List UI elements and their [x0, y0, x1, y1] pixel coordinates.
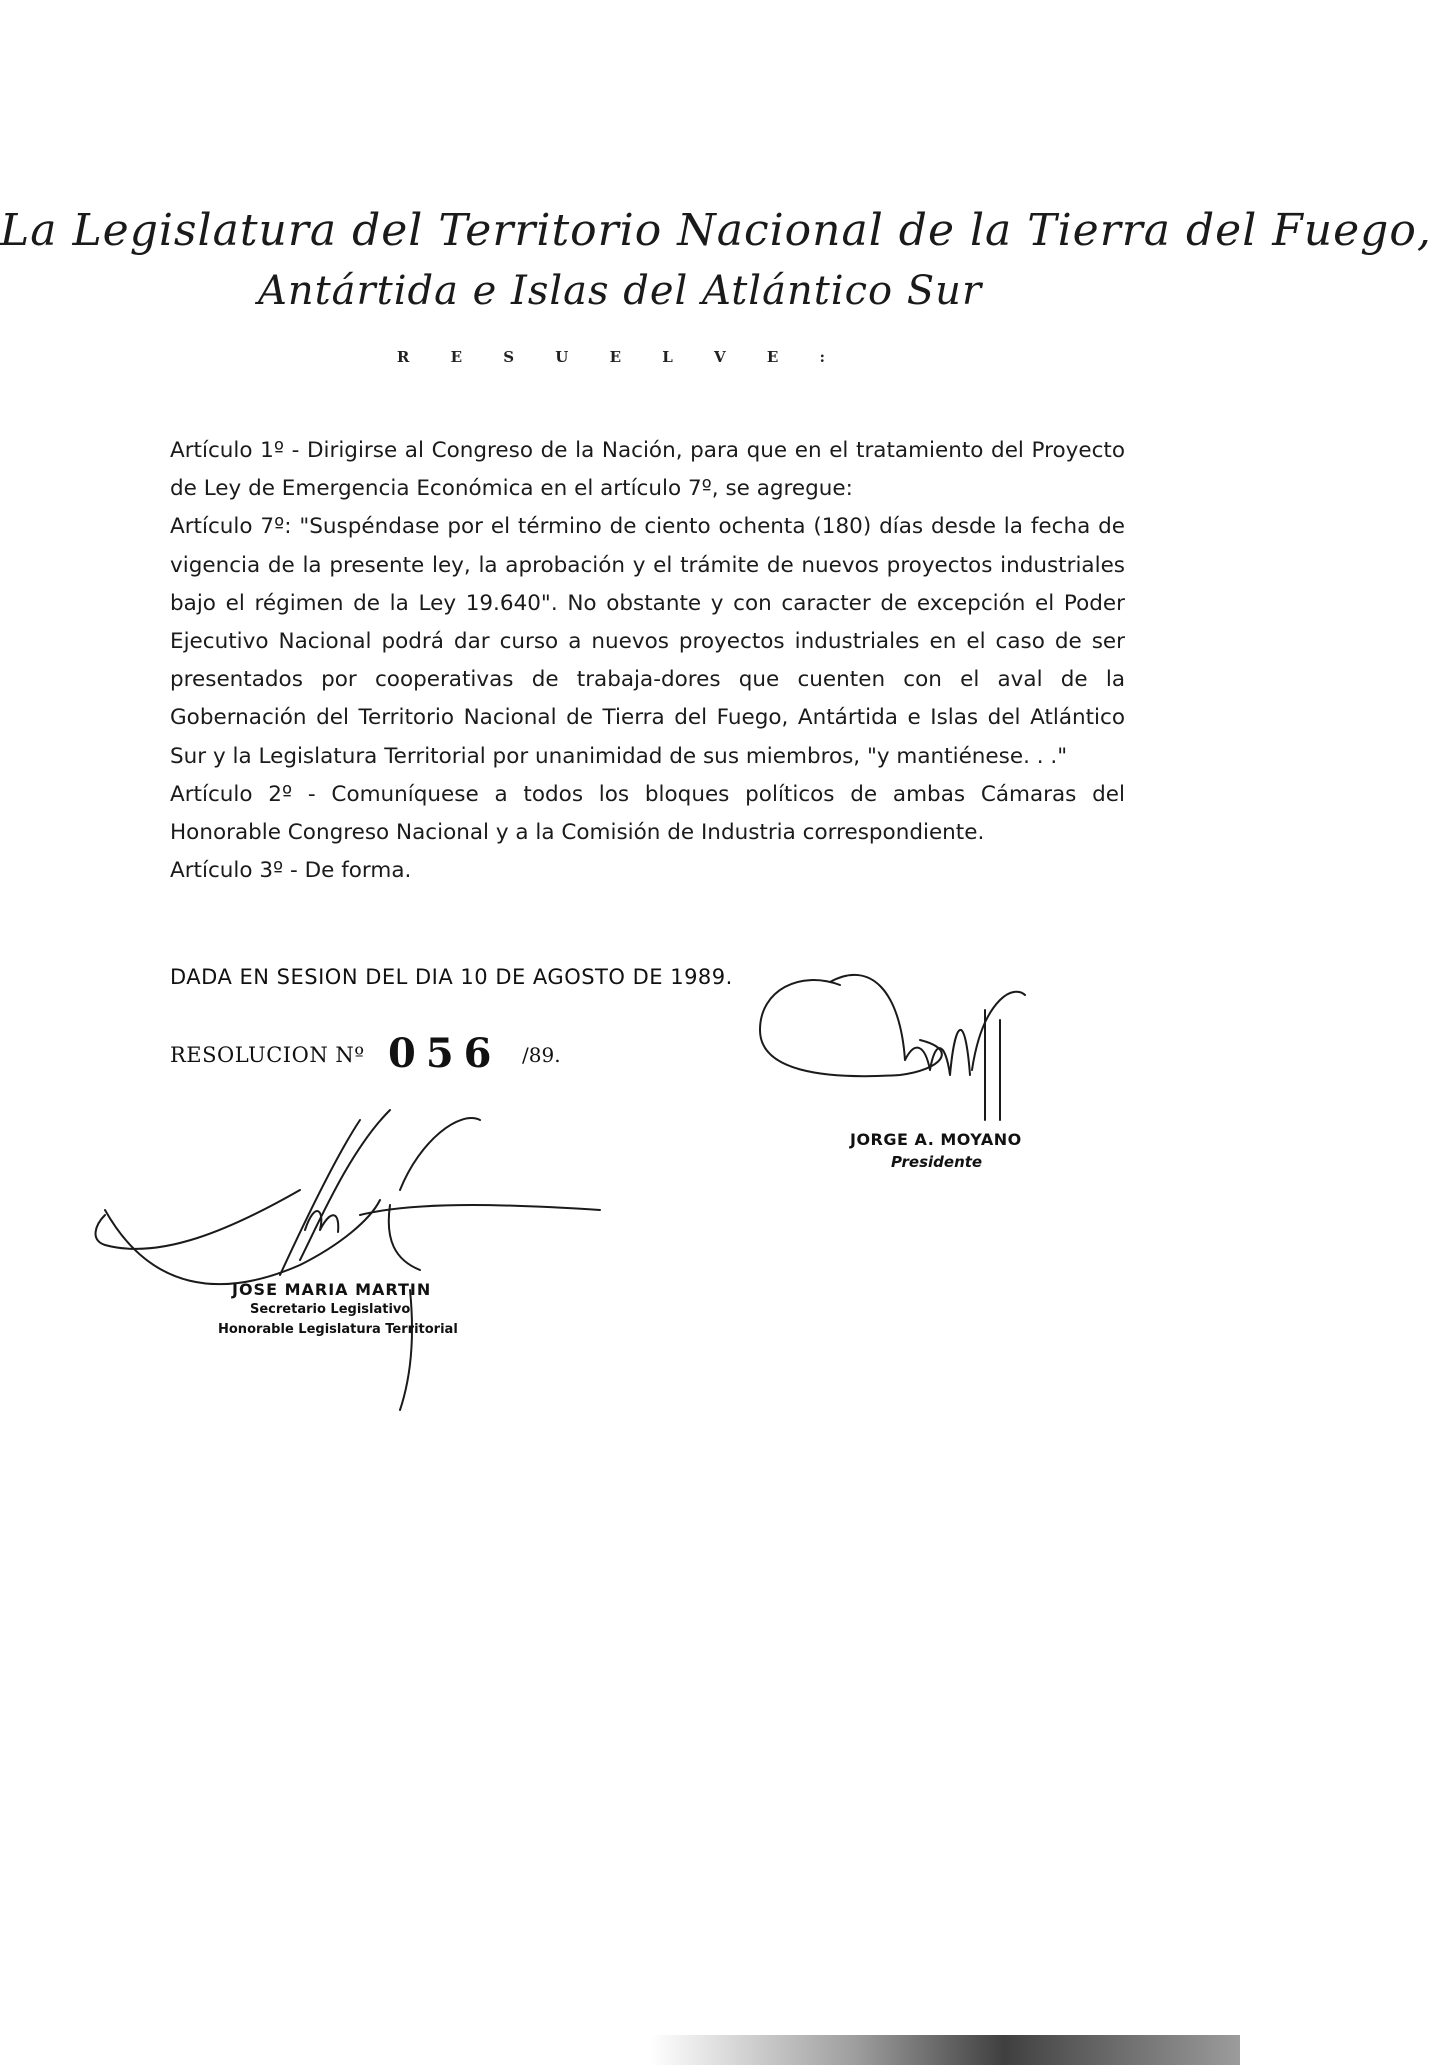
secretary-signature-cross	[360, 1118, 600, 1270]
secretary-signature-main	[280, 1110, 390, 1275]
president-signature-loop	[760, 980, 942, 1076]
secretary-organization: Honorable Legislatura Territorial	[218, 1322, 458, 1337]
resuelve-heading: R E S U E L V E :	[396, 348, 844, 366]
president-role: Presidente	[891, 1153, 983, 1171]
resolution-year: /89.	[522, 1043, 561, 1067]
resolution-number: 056	[388, 1030, 502, 1077]
article-3: Artículo 3º - De forma.	[170, 858, 412, 884]
resolution-label: RESOLUCION Nº	[170, 1043, 365, 1067]
document-header-line-2: Antártida e Islas del Atlántico Sur	[257, 268, 983, 314]
article-1: Artículo 1º - Dirigirse al Congreso de la Nación, para que en el tratamiento del Proyecto de Ley de Emergencia Económica en el artículo 7º, se agregue:	[170, 438, 1125, 502]
scan-artifact-bar	[650, 2035, 1240, 2065]
article-7-text: Artículo 7º: "Suspéndase por el término de ciento ochenta (180) días desde la fecha de vigencia de la presente ley, la aprobación y el trámite de nuevos proyectos industriales bajo el régimen de la Ley 19.640". No obstante y con caracter de excepción el Poder Ejecutivo Nacional podrá dar curso a nuevos proyectos industriales en el caso de ser presentados por cooperativas de trabaja-dores que cuenten con el aval de la Gobernación del Territorio Nacional de Tierra del Fuego, Antártida e Islas del Atlántico Sur y la Legislatura Territorial por unanimidad de sus miembros, "y mantiénese. . ."	[170, 514, 1125, 769]
president-signature-stroke	[985, 1010, 1000, 1120]
resolution-body	[170, 432, 1125, 890]
president-signature-flourish	[830, 975, 1025, 1075]
secretary-signature-left-hook	[96, 1190, 300, 1249]
president-name: JORGE A. MOYANO	[850, 1130, 1022, 1149]
session-date-line: DADA EN SESION DEL DIA 10 DE AGOSTO DE 1989.	[170, 965, 733, 989]
document-header-line-1: La Legislatura del Territorio Nacional de la Tierra del Fuego,	[0, 205, 1432, 256]
article-2: Artículo 2º - Comuníquese a todos los bloques políticos de ambas Cámaras del Honorable Congreso Nacional y a la Comisión de Industria correspondiente.	[170, 781, 1125, 846]
secretary-signature-sweep	[105, 1200, 380, 1284]
secretary-role: Secretario Legislativo	[250, 1302, 411, 1317]
secretary-name: JOSE MARIA MARTIN	[232, 1280, 432, 1299]
